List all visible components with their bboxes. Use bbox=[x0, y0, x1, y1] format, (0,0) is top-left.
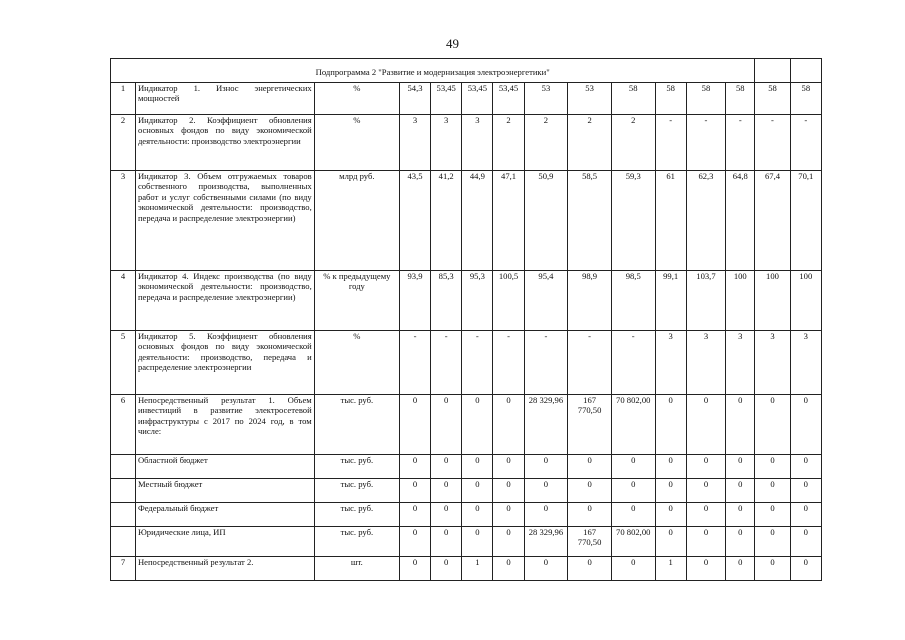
value-cell: - bbox=[686, 115, 725, 171]
value-cell: - bbox=[726, 115, 755, 171]
unit-cell: % bbox=[314, 115, 399, 171]
value-cell: 0 bbox=[462, 479, 493, 503]
value-cell: 0 bbox=[568, 503, 612, 527]
value-cell: 44,9 bbox=[462, 171, 493, 271]
value-cell: 0 bbox=[686, 479, 725, 503]
value-cell: 0 bbox=[790, 527, 821, 557]
value-cell: 0 bbox=[611, 503, 655, 527]
value-cell: - bbox=[611, 331, 655, 395]
unit-cell: тыс. руб. bbox=[314, 479, 399, 503]
value-cell: 43,5 bbox=[399, 171, 430, 271]
value-cell: 53 bbox=[568, 83, 612, 115]
value-cell: 0 bbox=[726, 455, 755, 479]
value-cell: 100 bbox=[755, 271, 790, 331]
value-cell: 3 bbox=[755, 331, 790, 395]
unit-cell: тыс. руб. bbox=[314, 395, 399, 455]
row-number: 2 bbox=[111, 115, 136, 171]
table-row bbox=[111, 557, 822, 581]
value-cell: 100 bbox=[726, 271, 755, 331]
row-number: 5 bbox=[111, 331, 136, 395]
value-cell: 28 329,96 bbox=[524, 527, 568, 557]
value-cell: 3 bbox=[462, 115, 493, 171]
value-cell: 58 bbox=[686, 83, 725, 115]
value-cell: 0 bbox=[431, 395, 462, 455]
value-cell: 0 bbox=[686, 395, 725, 455]
value-cell: 0 bbox=[493, 527, 524, 557]
value-cell: 0 bbox=[399, 503, 430, 527]
indicator-name: Индикатор 3. Объем отгружаемых товаров собственного производства, выполненных работ и услуг собственными силами (по виду экономической деятельности: производство, передача и распределение электроэнергии) bbox=[135, 171, 314, 271]
row-number: 1 bbox=[111, 83, 136, 115]
unit-cell: % bbox=[314, 83, 399, 115]
indicator-name: Индикатор 2. Коэффициент обновления основных фондов по виду экономической деятельности: производство электроэнергии bbox=[135, 115, 314, 171]
value-cell: 53,45 bbox=[462, 83, 493, 115]
value-cell: 0 bbox=[790, 455, 821, 479]
value-cell: - bbox=[493, 331, 524, 395]
value-cell: 167 770,50 bbox=[568, 395, 612, 455]
value-cell: 0 bbox=[611, 557, 655, 581]
row-number bbox=[111, 503, 136, 527]
value-cell: 100 bbox=[790, 271, 821, 331]
value-cell: 0 bbox=[462, 527, 493, 557]
unit-cell: % к предыдущему году bbox=[314, 271, 399, 331]
value-cell: 0 bbox=[399, 557, 430, 581]
value-cell: 95,3 bbox=[462, 271, 493, 331]
indicator-name: Юридические лица, ИП bbox=[135, 527, 314, 557]
value-cell: 70 802,00 bbox=[611, 527, 655, 557]
indicator-name: Федеральный бюджет bbox=[135, 503, 314, 527]
value-cell: 3 bbox=[726, 331, 755, 395]
value-cell: 0 bbox=[790, 557, 821, 581]
value-cell: 0 bbox=[755, 557, 790, 581]
value-cell: 0 bbox=[726, 503, 755, 527]
value-cell: 85,3 bbox=[431, 271, 462, 331]
value-cell: 0 bbox=[655, 503, 686, 527]
value-cell: 28 329,96 bbox=[524, 395, 568, 455]
value-cell: 0 bbox=[755, 455, 790, 479]
indicator-name: Индикатор 1. Износ энергетических мощностей bbox=[135, 83, 314, 115]
value-cell: 0 bbox=[524, 479, 568, 503]
value-cell: 1 bbox=[462, 557, 493, 581]
value-cell: 0 bbox=[790, 395, 821, 455]
table-row bbox=[111, 271, 822, 331]
value-cell: 0 bbox=[493, 479, 524, 503]
unit-cell: тыс. руб. bbox=[314, 455, 399, 479]
indicator-name: Индикатор 5. Коэффициент обновления основных фондов по виду экономической деятельности: производство, передача и распределение электроэнергии bbox=[135, 331, 314, 395]
value-cell: 0 bbox=[399, 455, 430, 479]
value-cell: 103,7 bbox=[686, 271, 725, 331]
table-row bbox=[111, 479, 822, 503]
unit-cell: шт. bbox=[314, 557, 399, 581]
value-cell: 0 bbox=[686, 455, 725, 479]
value-cell: 70 802,00 bbox=[611, 395, 655, 455]
value-cell: 3 bbox=[431, 115, 462, 171]
value-cell: 0 bbox=[568, 557, 612, 581]
value-cell: 100,5 bbox=[493, 271, 524, 331]
value-cell: 0 bbox=[686, 503, 725, 527]
value-cell: 0 bbox=[655, 455, 686, 479]
value-cell: 98,9 bbox=[568, 271, 612, 331]
value-cell: 53,45 bbox=[493, 83, 524, 115]
indicator-name: Местный бюджет bbox=[135, 479, 314, 503]
table-row bbox=[111, 115, 822, 171]
value-cell: 0 bbox=[431, 479, 462, 503]
value-cell: 0 bbox=[399, 395, 430, 455]
row-number bbox=[111, 527, 136, 557]
value-cell: 0 bbox=[431, 503, 462, 527]
value-cell: 93,9 bbox=[399, 271, 430, 331]
value-cell: - bbox=[755, 115, 790, 171]
value-cell: 61 bbox=[655, 171, 686, 271]
row-number: 6 bbox=[111, 395, 136, 455]
subprogram-title: Подпрограмма 2 "Развитие и модернизация электроэнергетики" bbox=[111, 59, 755, 83]
table-row bbox=[111, 503, 822, 527]
table-row bbox=[111, 395, 822, 455]
value-cell: 47,1 bbox=[493, 171, 524, 271]
value-cell: 3 bbox=[686, 331, 725, 395]
value-cell: 53 bbox=[524, 83, 568, 115]
value-cell: 0 bbox=[462, 395, 493, 455]
indicator-name: Областной бюджет bbox=[135, 455, 314, 479]
table-row bbox=[111, 527, 822, 557]
value-cell: 0 bbox=[726, 479, 755, 503]
row-number bbox=[111, 455, 136, 479]
unit-cell: тыс. руб. bbox=[314, 503, 399, 527]
value-cell: 0 bbox=[655, 395, 686, 455]
table-row bbox=[111, 171, 822, 271]
value-cell: 3 bbox=[655, 331, 686, 395]
value-cell: 58,5 bbox=[568, 171, 612, 271]
unit-cell: млрд руб. bbox=[314, 171, 399, 271]
value-cell: 0 bbox=[755, 527, 790, 557]
value-cell: 0 bbox=[655, 479, 686, 503]
indicator-name: Непосредственный результат 2. bbox=[135, 557, 314, 581]
value-cell: 58 bbox=[611, 83, 655, 115]
value-cell: 2 bbox=[611, 115, 655, 171]
table-row bbox=[111, 455, 822, 479]
value-cell: - bbox=[524, 331, 568, 395]
value-cell: 3 bbox=[399, 115, 430, 171]
value-cell: 0 bbox=[462, 455, 493, 479]
value-cell: 0 bbox=[755, 503, 790, 527]
value-cell: 67,4 bbox=[755, 171, 790, 271]
unit-cell: тыс. руб. bbox=[314, 527, 399, 557]
value-cell: 167 770,50 bbox=[568, 527, 612, 557]
value-cell: 0 bbox=[790, 479, 821, 503]
unit-cell: % bbox=[314, 331, 399, 395]
value-cell: 58 bbox=[790, 83, 821, 115]
value-cell: 0 bbox=[726, 395, 755, 455]
row-number bbox=[111, 479, 136, 503]
value-cell: - bbox=[655, 115, 686, 171]
value-cell: 0 bbox=[686, 557, 725, 581]
value-cell: 41,2 bbox=[431, 171, 462, 271]
row-number: 3 bbox=[111, 171, 136, 271]
value-cell: 2 bbox=[568, 115, 612, 171]
value-cell: 0 bbox=[493, 503, 524, 527]
value-cell: 0 bbox=[568, 479, 612, 503]
value-cell: 0 bbox=[755, 479, 790, 503]
row-number: 7 bbox=[111, 557, 136, 581]
value-cell: 0 bbox=[611, 479, 655, 503]
table-row bbox=[111, 331, 822, 395]
page-number: 49 bbox=[446, 36, 459, 51]
value-cell: 58 bbox=[655, 83, 686, 115]
value-cell: 64,8 bbox=[726, 171, 755, 271]
value-cell: 70,1 bbox=[790, 171, 821, 271]
indicators-table bbox=[110, 58, 822, 581]
value-cell: 2 bbox=[524, 115, 568, 171]
value-cell: 0 bbox=[524, 455, 568, 479]
value-cell: 0 bbox=[655, 527, 686, 557]
value-cell: 3 bbox=[790, 331, 821, 395]
indicator-name: Индикатор 4. Индекс производства (по виду экономической деятельности: производство, передача и распределение электроэнергии) bbox=[135, 271, 314, 331]
value-cell: - bbox=[568, 331, 612, 395]
value-cell: 0 bbox=[431, 557, 462, 581]
table-row bbox=[111, 83, 822, 115]
value-cell: 0 bbox=[686, 527, 725, 557]
value-cell: 98,5 bbox=[611, 271, 655, 331]
indicator-name: Непосредственный результат 1. Объем инвестиций в развитие электросетевой инфраструктуры с 2017 по 2024 год, в том числе: bbox=[135, 395, 314, 455]
value-cell: 0 bbox=[493, 455, 524, 479]
value-cell: 0 bbox=[524, 503, 568, 527]
value-cell: - bbox=[462, 331, 493, 395]
value-cell: 0 bbox=[431, 527, 462, 557]
value-cell: - bbox=[790, 115, 821, 171]
value-cell: 0 bbox=[431, 455, 462, 479]
empty-cell bbox=[755, 59, 790, 83]
value-cell: 0 bbox=[611, 455, 655, 479]
value-cell: 0 bbox=[399, 527, 430, 557]
value-cell: 59,3 bbox=[611, 171, 655, 271]
value-cell: 53,45 bbox=[431, 83, 462, 115]
row-number: 4 bbox=[111, 271, 136, 331]
value-cell: 1 bbox=[655, 557, 686, 581]
value-cell: 0 bbox=[524, 557, 568, 581]
value-cell: 58 bbox=[726, 83, 755, 115]
value-cell: 0 bbox=[462, 503, 493, 527]
value-cell: 50,9 bbox=[524, 171, 568, 271]
value-cell: 0 bbox=[726, 557, 755, 581]
value-cell: 0 bbox=[399, 479, 430, 503]
value-cell: 0 bbox=[726, 527, 755, 557]
value-cell: 2 bbox=[493, 115, 524, 171]
value-cell: - bbox=[431, 331, 462, 395]
empty-cell bbox=[790, 59, 821, 83]
value-cell: 99,1 bbox=[655, 271, 686, 331]
value-cell: 0 bbox=[493, 395, 524, 455]
value-cell: 95,4 bbox=[524, 271, 568, 331]
value-cell: 0 bbox=[493, 557, 524, 581]
value-cell: 0 bbox=[790, 503, 821, 527]
subprogram-header-row bbox=[111, 59, 822, 83]
value-cell: 62,3 bbox=[686, 171, 725, 271]
value-cell: 54,3 bbox=[399, 83, 430, 115]
value-cell: 0 bbox=[568, 455, 612, 479]
value-cell: 58 bbox=[755, 83, 790, 115]
value-cell: 0 bbox=[755, 395, 790, 455]
value-cell: - bbox=[399, 331, 430, 395]
